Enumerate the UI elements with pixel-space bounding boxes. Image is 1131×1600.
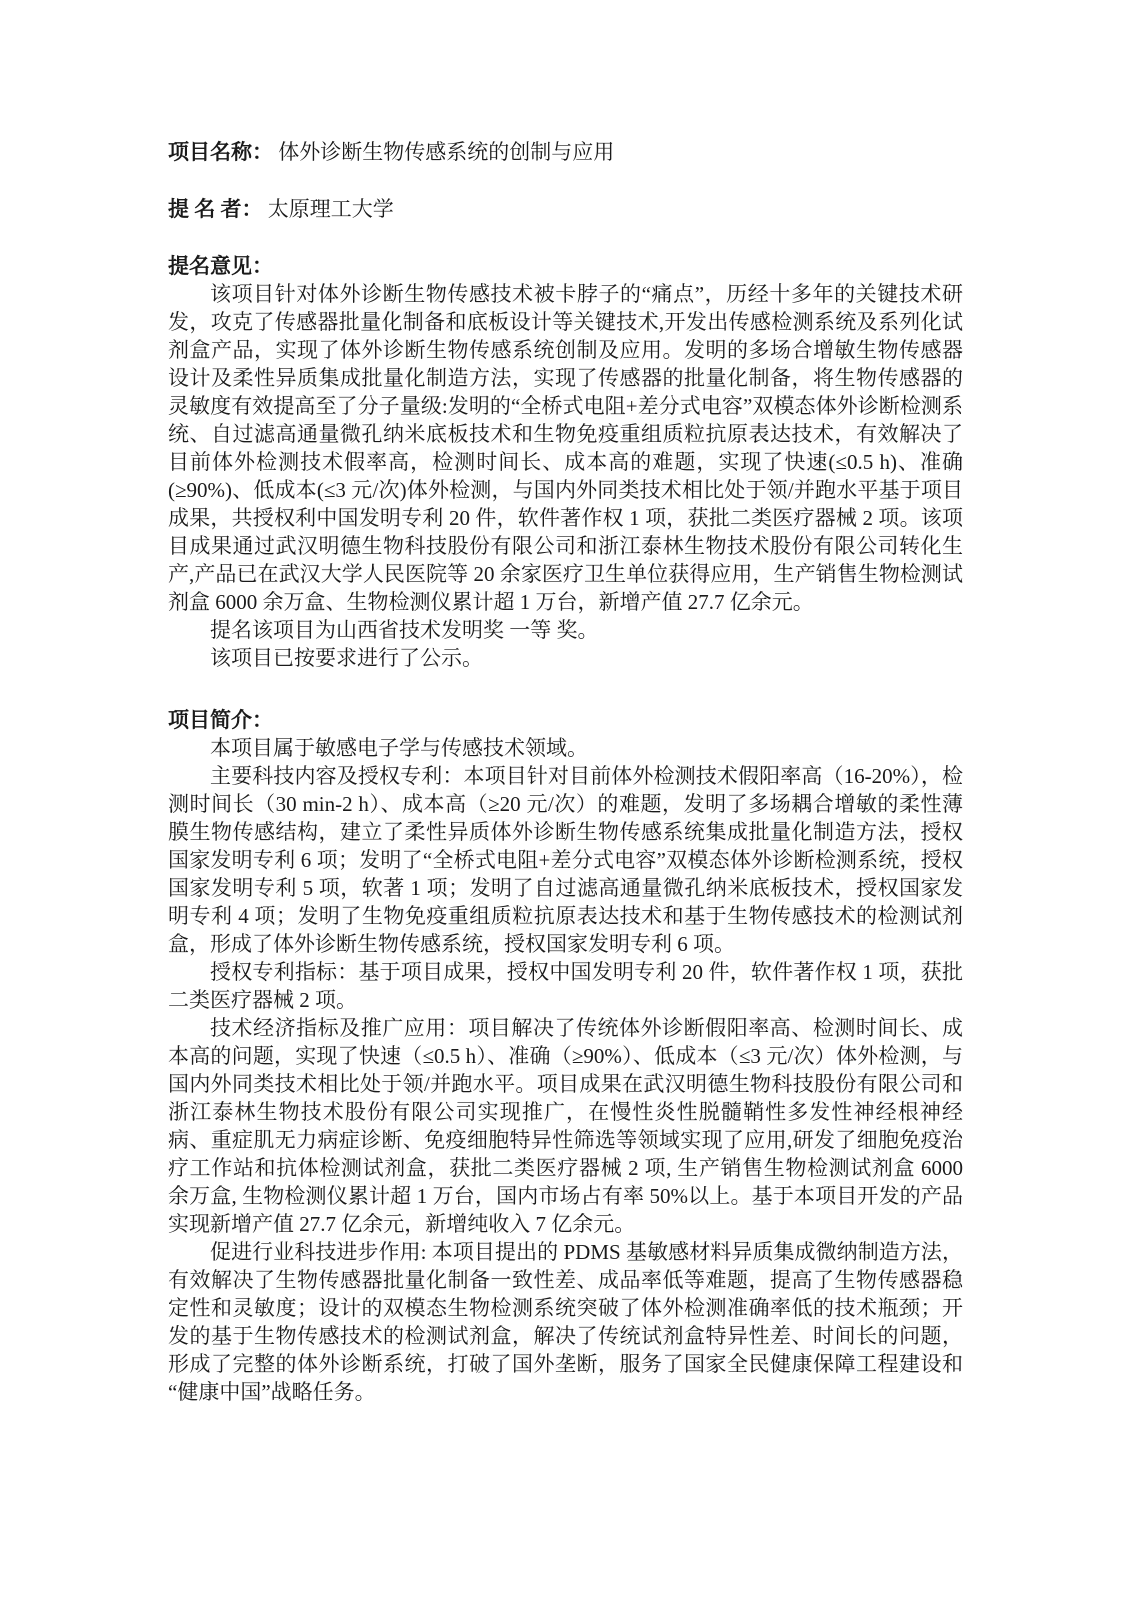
nominator-line <box>168 195 963 223</box>
project-intro-paragraph-1: 本项目属于敏感电子学与传感技术领域。 <box>210 736 588 760</box>
nomination-opinion-paragraph-1: 该项目针对体外诊断生物传感技术被卡脖子的“痛点”，历经十多年的关键技术研发，攻克了传感器批量化制备和底板设计等关键技术,开发出传感检测系统及系列化试剂盒产品，实现了体外诊断生物传感系统创制及应用。发明的多场合增敏生物传感器设计及柔性异质集成批量化制造方法，实现了传感器的批量化制备，将生物传感器的灵敏度有效提高至了分子量级:发明的“全桥式电阻+差分式电容”双模态体外诊断检测系统、自过滤高通量微孔纳米底板技术和生物免疫重组质粒抗原表达技术，有效解决了目前体外检测技术假率高，检测时间长、成本高的难题，实现了快速(≤0.5 h)、准确(≥90%)、低成本(≤3 元/次)体外检测，与国内外同类技术相比处于领/并跑水平基于项目成果，共授权利中国发明专利 20 件，软件著作权 1 项，获批二类医疗器械 2 项。该项目成果通过武汉明德生物科技股份有限公司和浙江泰林生物技术股份有限公司转化生产,产品已在武汉大学人民医院等 20 余家医疗卫生单位获得应用，生产销售生物检测试剂盒 6000 余万盒、生物检测仪累计超 1 万台，新增产值 27.7 亿余元。 <box>168 282 963 614</box>
project-title-label: 项目名称： <box>168 140 273 164</box>
nomination-opinion-paragraph-3: 该项目已按要求进行了公示。 <box>210 646 483 670</box>
nomination-opinion-heading: 提名意见： <box>168 254 273 278</box>
project-title-line <box>168 138 963 166</box>
nomination-opinion-paragraph-2: 提名该项目为山西省技术发明奖 一等 奖。 <box>210 618 599 642</box>
project-intro-paragraph-2: 主要科技内容及授权专利：本项目针对目前体外检测技术假阳率高（16-20%），检测时间长（30 min-2 h）、成本高（≥20 元/次）的难题，发明了多场耦合增敏的柔性薄膜生物传感结构，建立了柔性异质体外诊断生物传感系统集成批量化制造方法，授权国家发明专利 6 项；发明了“全桥式电阻+差分式电容”双模态体外诊断检测系统，授权国家发明专利 5 项，软著 1 项；发明了自过滤高通量微孔纳米底板技术，授权国家发明专利 4 项；发明了生物免疫重组质粒抗原表达技术和基于生物传感技术的检测试剂盒，形成了体外诊断生物传感系统，授权国家发明专利 6 项。 <box>168 764 963 956</box>
project-intro-paragraph-3: 授权专利指标：基于项目成果，授权中国发明专利 20 件，软件著作权 1 项，获批二类医疗器械 2 项。 <box>168 960 963 1012</box>
project-intro-paragraph-4: 技术经济指标及推广应用：项目解决了传统体外诊断假阳率高、检测时间长、成本高的问题，实现了快速（≤0.5 h）、准确（≥90%）、低成本（≤3 元/次）体外检测，与国内外同类技术相比处于领/并跑水平。项目成果在武汉明德生物科技股份有限公司和浙江泰林生物技术股份有限公司实现推广，在慢性炎性脱髓鞘性多发性神经根神经病、重症肌无力病症诊断、免疫细胞特异性筛选等领域实现了应用,研发了细胞免疫治疗工作站和抗体检测试剂盒，获批二类医疗器械 2 项, 生产销售生物检测试剂盒 6000 余万盒, 生物检测仪累计超 1 万台，国内市场占有率 50%以上。基于本项目开发的产品实现新增产值 27.7 亿余元，新增纯收入 7 亿余元。 <box>168 1016 963 1236</box>
project-intro-paragraph-5: 促进行业科技进步作用: 本项目提出的 PDMS 基敏感材料异质集成微纳制造方法，有效解决了生物传感器批量化制备一致性差、成品率低等难题，提高了生物传感器稳定性和灵敏度；设计的双模态生物检测系统突破了体外检测准确率低的技术瓶颈；开发的基于生物传感技术的检测试剂盒，解决了传统试剂盒特异性差、时间长的问题，形成了完整的体外诊断系统，打破了国外垄断，服务了国家全民健康保障工程建设和“健康中国”战略任务。 <box>168 1240 963 1404</box>
project-title-value: 体外诊断生物传感系统的创制与应用 <box>278 140 615 164</box>
project-intro-heading: 项目简介： <box>168 708 273 732</box>
nominator-value: 太原理工大学 <box>267 197 394 221</box>
nominator-label: 提 名 者： <box>168 197 263 221</box>
